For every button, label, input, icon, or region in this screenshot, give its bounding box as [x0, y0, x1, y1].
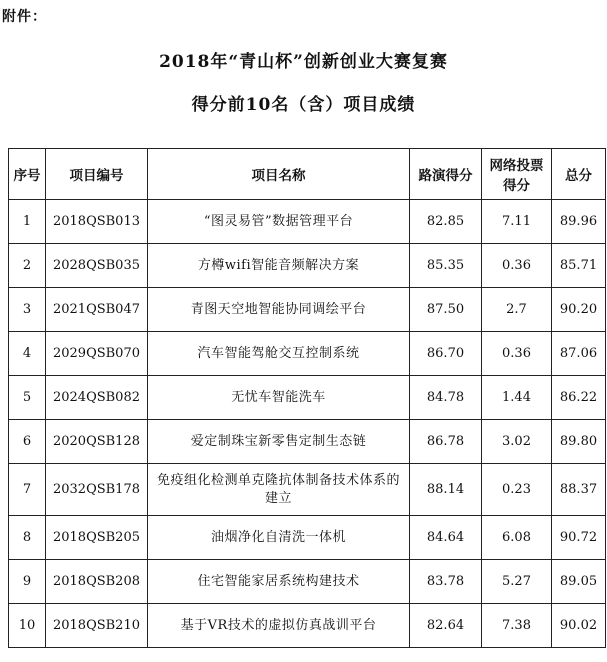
cell-seq: 3 — [9, 288, 46, 332]
table-row — [9, 560, 606, 604]
table-row — [9, 516, 606, 560]
cell-seq: 4 — [9, 332, 46, 376]
cell-vote: 6.08 — [482, 516, 552, 560]
cell-vote: 0.36 — [482, 332, 552, 376]
cell-vote: 3.02 — [482, 420, 552, 464]
table-row — [9, 244, 606, 288]
cell-vote: 2.7 — [482, 288, 552, 332]
cell-vote: 0.23 — [482, 464, 552, 516]
table-header-row — [9, 149, 606, 200]
cell-total: 89.05 — [552, 560, 606, 604]
cell-total: 88.37 — [552, 464, 606, 516]
cell-total: 85.71 — [552, 244, 606, 288]
cell-name: 汽车智能驾舱交互控制系统 — [148, 332, 410, 376]
cell-roadshow: 86.78 — [410, 420, 482, 464]
cell-roadshow: 87.50 — [410, 288, 482, 332]
scores-table — [8, 148, 606, 648]
cell-code: 2020QSB128 — [46, 420, 148, 464]
cell-total: 90.20 — [552, 288, 606, 332]
cell-name: “图灵易管”数据管理平台 — [148, 200, 410, 244]
header-name: 项目名称 — [148, 149, 410, 200]
cell-vote: 7.38 — [482, 604, 552, 648]
cell-roadshow: 85.35 — [410, 244, 482, 288]
header-code: 项目编号 — [46, 149, 148, 200]
cell-name: 免疫组化检测单克隆抗体制备技术体系的建立 — [148, 464, 410, 516]
document-subtitle: 得分前10名（含）项目成绩 — [191, 95, 416, 115]
cell-name: 基于VR技术的虚拟仿真战训平台 — [148, 604, 410, 648]
cell-vote: 1.44 — [482, 376, 552, 420]
cell-roadshow: 83.78 — [410, 560, 482, 604]
cell-seq: 10 — [9, 604, 46, 648]
cell-roadshow: 82.64 — [410, 604, 482, 648]
document-title: 2018年“青山杯”创新创业大赛复赛 — [159, 52, 448, 72]
cell-seq: 1 — [9, 200, 46, 244]
cell-code: 2029QSB070 — [46, 332, 148, 376]
cell-name: 油烟净化自清洗一体机 — [148, 516, 410, 560]
cell-name: 住宅智能家居系统构建技术 — [148, 560, 410, 604]
cell-total: 89.80 — [552, 420, 606, 464]
cell-code: 2024QSB082 — [46, 376, 148, 420]
table-row — [9, 200, 606, 244]
cell-seq: 8 — [9, 516, 46, 560]
attachment-label: 附件： — [2, 9, 47, 25]
cell-seq: 2 — [9, 244, 46, 288]
cell-name: 无忧车智能洗车 — [148, 376, 410, 420]
cell-total: 90.02 — [552, 604, 606, 648]
cell-total: 89.96 — [552, 200, 606, 244]
header-vote: 网络投票得分 — [482, 149, 552, 200]
cell-code: 2018QSB205 — [46, 516, 148, 560]
cell-seq: 6 — [9, 420, 46, 464]
cell-roadshow: 82.85 — [410, 200, 482, 244]
cell-code: 2018QSB208 — [46, 560, 148, 604]
cell-vote: 7.11 — [482, 200, 552, 244]
cell-vote: 0.36 — [482, 244, 552, 288]
cell-name: 爱定制珠宝新零售定制生态链 — [148, 420, 410, 464]
cell-code: 2018QSB210 — [46, 604, 148, 648]
cell-vote: 5.27 — [482, 560, 552, 604]
cell-name: 青图天空地智能协同调绘平台 — [148, 288, 410, 332]
table-row — [9, 604, 606, 648]
cell-code: 2018QSB013 — [46, 200, 148, 244]
table-row — [9, 420, 606, 464]
header-seq: 序号 — [9, 149, 46, 200]
cell-roadshow: 84.78 — [410, 376, 482, 420]
table-row — [9, 288, 606, 332]
table-row — [9, 464, 606, 516]
cell-total: 87.06 — [552, 332, 606, 376]
header-total: 总分 — [552, 149, 606, 200]
cell-seq: 5 — [9, 376, 46, 420]
cell-total: 90.72 — [552, 516, 606, 560]
cell-code: 2032QSB178 — [46, 464, 148, 516]
cell-seq: 9 — [9, 560, 46, 604]
table-row — [9, 332, 606, 376]
header-roadshow: 路演得分 — [410, 149, 482, 200]
cell-total: 86.22 — [552, 376, 606, 420]
cell-roadshow: 88.14 — [410, 464, 482, 516]
cell-roadshow: 84.64 — [410, 516, 482, 560]
cell-code: 2021QSB047 — [46, 288, 148, 332]
cell-seq: 7 — [9, 464, 46, 516]
table-row — [9, 376, 606, 420]
cell-roadshow: 86.70 — [410, 332, 482, 376]
cell-name: 方樽wifi智能音频解决方案 — [148, 244, 410, 288]
cell-code: 2028QSB035 — [46, 244, 148, 288]
